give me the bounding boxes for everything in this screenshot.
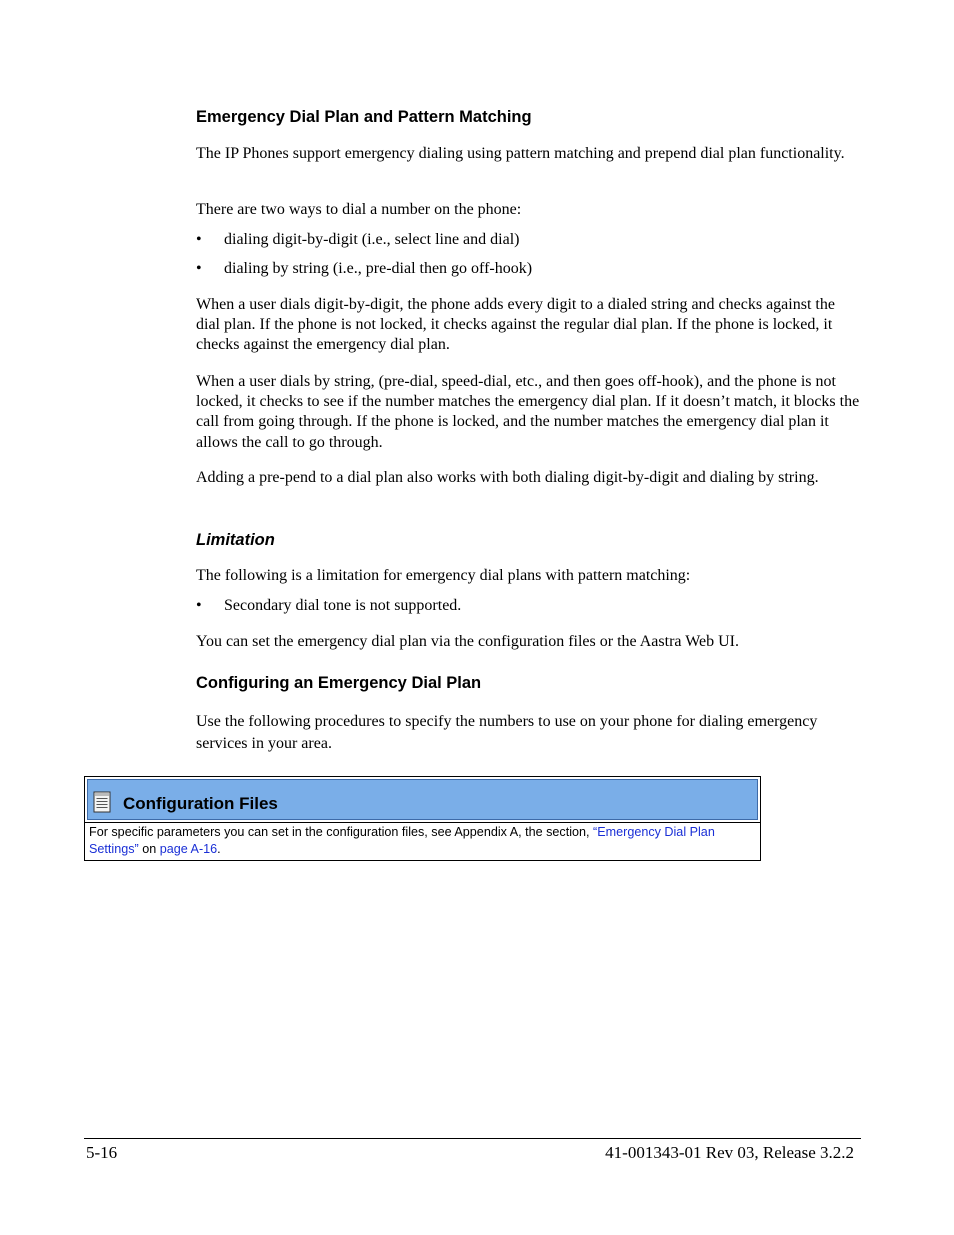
config-box-text	[89, 824, 759, 858]
config-text-before: For specific parameters you can set in the configuration files, see Appendix A, the section,	[89, 825, 594, 839]
subheading-limitation: Limitation	[196, 531, 275, 549]
config-box-header	[84, 776, 761, 823]
link-emergency-dial-plan-settings[interactable]: “Emergency Dial Plan Settings”	[89, 825, 715, 856]
bullet-icon: •	[196, 260, 202, 277]
footer-divider	[84, 1138, 861, 1139]
paragraph-limitation: The following is a limitation for emergency dial plans with pattern matching:	[196, 567, 691, 584]
bullet-icon: •	[196, 231, 202, 248]
footer-page-number: 5-16	[86, 1143, 118, 1162]
config-box-title: Configuration Files	[123, 794, 278, 813]
footer-doc-id: 41-001343-01 Rev 03, Release 3.2.2	[605, 1143, 854, 1162]
bullet-icon: •	[196, 597, 202, 614]
config-box-body	[84, 821, 761, 861]
bullet-text: dialing digit-by-digit (i.e., select line and dial)	[224, 231, 520, 248]
paragraph-digit-by-digit: When a user dials digit-by-digit, the phone adds every digit to a dialed string and checks against the dial plan. If the phone is not locked, it checks against the regular dial plan. If the phone is locked, it checks against the emergency dial plan.	[196, 296, 835, 354]
paragraph-intro: The IP Phones support emergency dialing using pattern matching and prepend dial plan functionality.	[196, 145, 845, 162]
config-text-mid: on	[138, 842, 160, 856]
paragraph-set-via: You can set the emergency dial plan via the configuration files or the Aastra Web UI.	[196, 633, 740, 650]
section-heading-configuring: Configuring an Emergency Dial Plan	[196, 674, 482, 692]
configuration-files-box	[84, 776, 761, 862]
document-icon	[93, 791, 111, 813]
link-page-a-16[interactable]: page A-16	[159, 842, 218, 856]
bullet-text: Secondary dial tone is not supported.	[224, 597, 462, 614]
paragraph-prepend: Adding a pre-pend to a dial plan also works with both dialing digit-by-digit and dialing by string.	[196, 469, 819, 486]
bullet-text: dialing by string (i.e., pre-dial then go off-hook)	[224, 260, 533, 277]
paragraph-two-ways: There are two ways to dial a number on the phone:	[196, 201, 522, 218]
paragraph-procedures: Use the following procedures to specify the numbers to use on your phone for dialing emergency services in your area.	[196, 713, 818, 752]
paragraph-by-string: When a user dials by string, (pre-dial, speed-dial, etc., and then goes off-hook), and the phone is not locked, it checks to see if the number matches the emergency dial plan. If it doesn’t match, it blocks the call from going through. If the phone is locked, and the number matches the emergency dial plan it allows the call to go through.	[196, 373, 860, 451]
config-text-after: .	[217, 842, 221, 856]
section-heading-emergency-dial-plan: Emergency Dial Plan and Pattern Matching	[196, 108, 532, 126]
config-box-header-fill	[87, 779, 758, 820]
